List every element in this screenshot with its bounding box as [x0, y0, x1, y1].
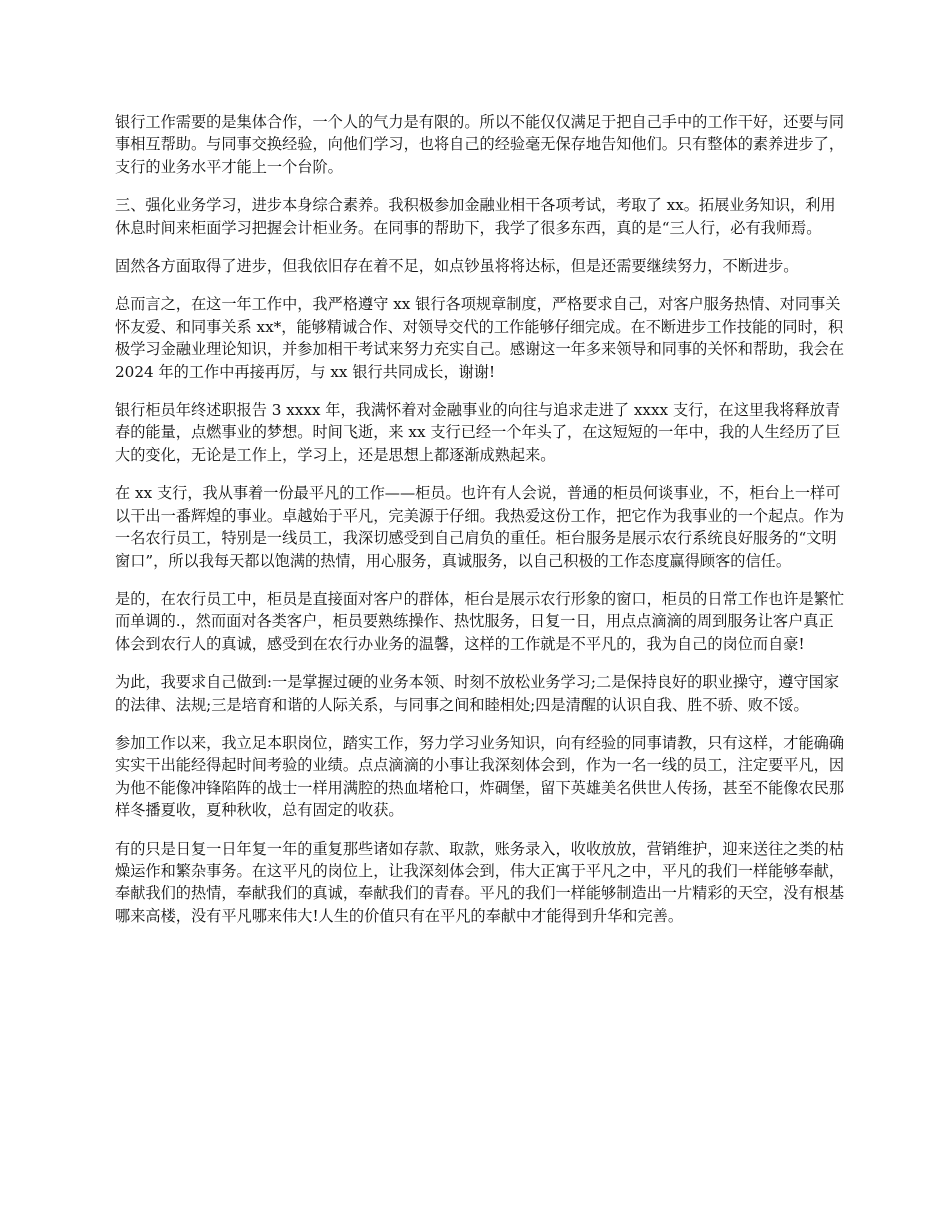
paragraph-10: 有的只是日复一日年复一年的重复那些诸如存款、取款，账务录入，收收放放，营销维护，迎来送往之类的枯燥运作和繁杂事务。在这平凡的岗位上，让我深刻体会到，伟大正寓于平凡之中，平凡的我们一样能够奉献，奉献我们的热情，奉献我们的真诚，奉献我们的青春。平凡的我们一样能够制造出一片精彩的天空，没有根基哪来高楼，没有平凡哪来伟大!人生的价值只有在平凡的奉献中才能得到升华和完善。 — [115, 839, 844, 925]
paragraph-2: 三、强化业务学习，进步本身综合素养。我积极参加金融业相干各项考试，考取了 xx。拓展业务知识，利用休息时间来柜面学习把握会计柜业务。在同事的帮助下，我学了很多东西，真的是“三人行，必有我师焉。 — [115, 196, 836, 237]
paragraph-7: 是的，在农行员工中，柜员是直接面对客户的群体，柜台是展示农行形象的窗口，柜员的日常工作也许是繁忙而单调的.，然而面对各类客户，柜员要熟练操作、热忱服务，日复一日，用点点滴滴的周到服务让客户真正体会到农行人的真诚，感受到在农行办业务的温馨，这样的工作就是不平凡的，我为自己的岗位而自豪! — [115, 589, 844, 653]
paragraph-5: 银行柜员年终述职报告 3 xxxx 年，我满怀着对金融事业的向往与追求走进了 xxxx 支行，在这里我将释放青春的能量，点燃事业的梦想。时间飞逝，来 xx 支行已经一个年头了，在这短短的一年中，我的人生经历了巨大的变化，无论是工作上，学习上，还是思想上都逐渐成熟起来。 — [115, 401, 841, 464]
paragraph-9: 参加工作以来，我立足本职岗位，踏实工作，努力学习业务知识，向有经验的同事请教，只有这样，才能确确实实干出能经得起时间考验的业绩。点点滴滴的小事让我深刻体会到，作为一名一线的员工，注定要平凡，因为他不能像冲锋陷阵的战士一样用满腔的热血堵枪口，炸碉堡，留下英雄美名供世人传扬，甚至不能像农民那样冬播夏收，夏种秋收，总有固定的收获。 — [115, 733, 844, 820]
paragraph-6: 在 xx 支行，我从事着一份最平凡的工作——柜员。也许有人会说，普通的柜员何谈事业，不，柜台上一样可以干出一番辉煌的事业。卓越始于平凡，完美源于仔细。我热爱这份工作，把它作为我事业的一个起点。作为一名农行员工，特别是一线员工，我深切感受到自己肩负的重任。柜台服务是展示农行系统良好服务的“文明窗口”，所以我每天都以饱满的热情，用心服务，真诚服务，以自己积极的工作态度赢得顾客的信任。 — [115, 484, 844, 570]
document-body — [115, 111, 845, 943]
paragraph-4: 总而言之，在这一年工作中，我严格遵守 xx 银行各项规章制度，严格要求自己，对客户服务热情、对同事关怀友爱、和同事关系 xx*，能够精诚合作、对领导交代的工作能够仔细完成。在不断进步工作技能的同时，积极学习金融业理论知识，并参加相干考试来努力充实自己。感谢这一年多来领导和同事的关怀和帮助，我会在 2024 年的工作中再接再厉，与 xx 银行共同成长，谢谢! — [115, 295, 844, 381]
paragraph-8: 为此，我要求自己做到:一是掌握过硬的业务本领、时刻不放松业务学习;二是保持良好的职业操守，遵守国家的法律、法规;三是培育和谐的人际关系，与同事之间和睦相处;四是清醒的认识自我、胜不骄、败不馁。 — [115, 673, 840, 714]
paragraph-3: 固然各方面取得了进步，但我依旧存在着不足，如点钞虽将将达标，但是还需要继续努力，不断进步。 — [115, 257, 799, 276]
paragraph-1: 银行工作需要的是集体合作，一个人的气力是有限的。所以不能仅仅满足于把自己手中的工作干好，还要与同事相互帮助。与同事交换经验，向他们学习，也将自己的经验毫无保存地告知他们。只有整体的素养进步了，支行的业务水平才能上一个台阶。 — [115, 113, 844, 176]
